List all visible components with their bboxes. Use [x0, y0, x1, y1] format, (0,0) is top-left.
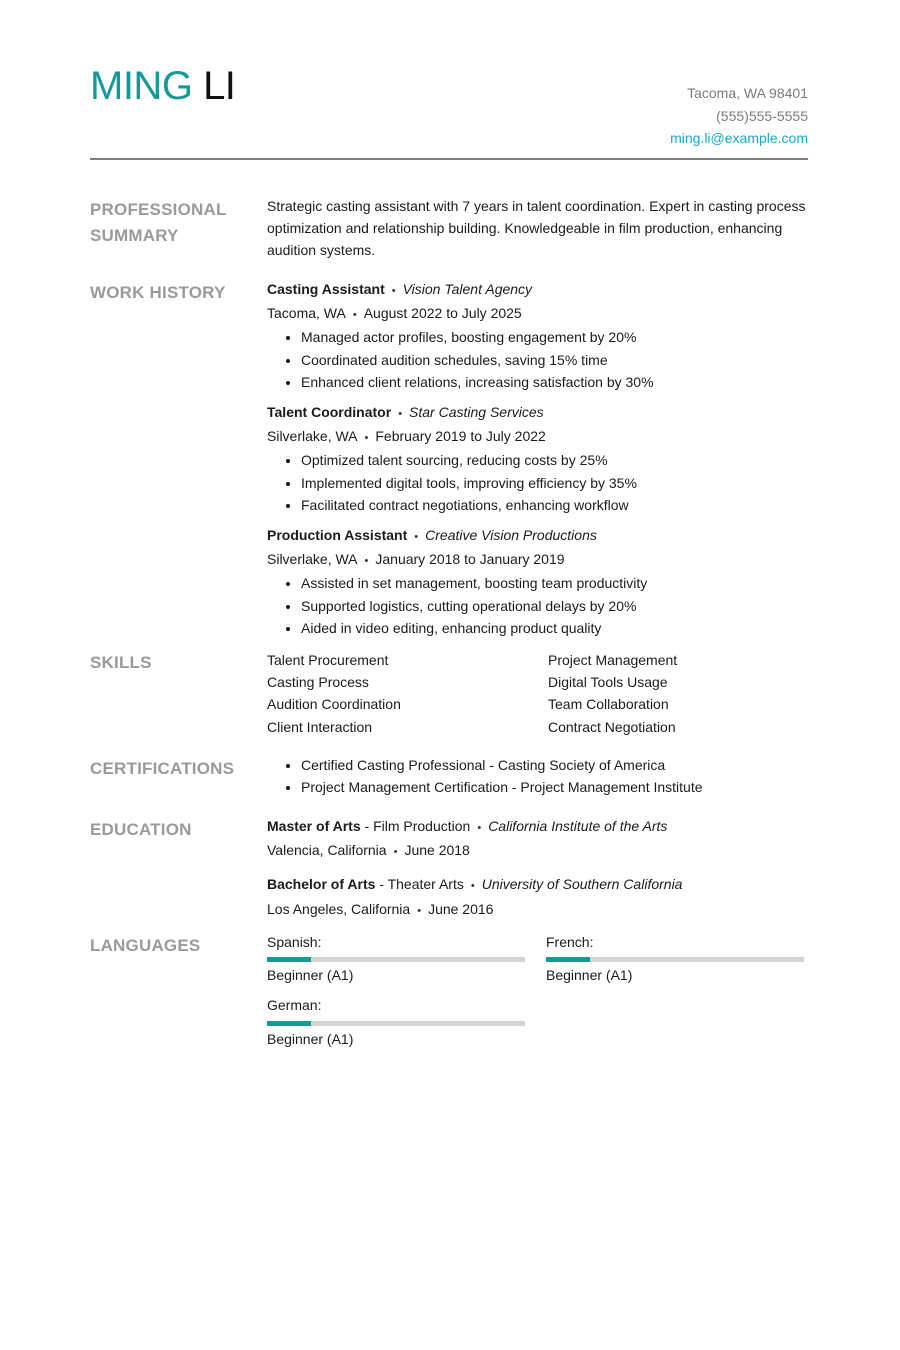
education-date: June 2018 — [404, 842, 470, 859]
skill-item: Casting Process — [267, 674, 369, 691]
phone: (555)555-5555 — [716, 107, 808, 124]
separator-dot: • — [364, 555, 369, 568]
separator-dot: • — [393, 846, 398, 859]
job-bullets — [267, 449, 812, 516]
language-level: Beginner (A1) — [267, 967, 354, 984]
education-header — [267, 815, 812, 839]
separator-dot: • — [477, 822, 482, 834]
language-level-fill — [546, 957, 590, 962]
skill-item: Contract Negotiation — [548, 718, 676, 735]
education-entry — [267, 815, 812, 863]
contact-block — [670, 82, 808, 150]
address: Tacoma, WA 98401 — [687, 85, 808, 101]
school: University of Southern California — [481, 876, 683, 893]
education-meta — [267, 839, 812, 863]
header-divider — [90, 158, 808, 160]
job-location: Tacoma, WA — [267, 305, 346, 322]
job-header — [267, 524, 812, 548]
language-item — [546, 931, 808, 986]
section-title-languages: LANGUAGES — [90, 936, 201, 955]
section-title-work-history: WORK HISTORY — [90, 283, 226, 302]
language-item — [267, 994, 546, 1049]
section-title-summary — [90, 197, 240, 249]
skills-grid — [267, 649, 812, 738]
degree: Bachelor of Arts — [267, 876, 376, 893]
job-bullet: • Optimized talent sourcing, reducing costs by 25% — [301, 449, 812, 471]
job-dates: January 2018 to January 2019 — [375, 551, 565, 568]
section-title-certifications: CERTIFICATIONS — [90, 759, 235, 778]
degree: Master of Arts — [267, 818, 361, 834]
job-bullets — [267, 572, 812, 639]
job-company: Star Casting Services — [409, 404, 544, 421]
email-link[interactable]: ming.li@example.com — [670, 130, 808, 146]
education-entry — [267, 873, 812, 921]
language-level-fill — [267, 1021, 311, 1026]
job-entry — [267, 401, 812, 516]
section-title-skills: SKILLS — [90, 653, 152, 672]
job-dates: February 2019 to July 2022 — [375, 428, 546, 445]
language-level: Beginner (A1) — [546, 967, 633, 984]
job-company: Vision Talent Agency — [402, 281, 533, 297]
language-name: Spanish: — [267, 934, 322, 950]
candidate-name — [90, 62, 235, 110]
section-title-line: PROFESSIONAL — [90, 200, 227, 219]
section-title-education: EDUCATION — [90, 820, 192, 839]
separator-dot: • — [391, 285, 396, 297]
summary-text: Strategic casting assistant with 7 years in talent coordination. Expert in casting process optimization and relationship building. Knowledgeable in film production, enhancing audition systems. — [267, 198, 806, 259]
job-dates: August 2022 to July 2025 — [363, 305, 522, 322]
job-bullet: • Enhanced client relations, increasing satisfaction by 30% — [301, 371, 812, 393]
job-bullet: • Aided in video editing, enhancing product quality — [301, 617, 812, 639]
certifications — [267, 754, 812, 798]
skill-item: Team Collaboration — [548, 696, 669, 713]
language-level-bar — [267, 957, 525, 962]
language-level-bar — [267, 1021, 525, 1026]
last-name: LI — [203, 64, 236, 108]
education — [267, 815, 812, 932]
job-entry — [267, 278, 812, 393]
job-entry — [267, 524, 812, 639]
first-name: MING — [90, 64, 193, 108]
separator-dot: • — [417, 904, 422, 917]
job-bullet: • Supported logistics, cutting operational delays by 20% — [301, 595, 812, 617]
languages-grid — [267, 931, 812, 1050]
separator-dot: • — [398, 408, 403, 421]
education-date: June 2016 — [428, 900, 494, 917]
education-meta — [267, 898, 812, 922]
cert-item: • Certified Casting Professional - Casting Society of America — [301, 754, 812, 776]
job-header — [267, 278, 812, 302]
skill-item: Project Management — [548, 652, 678, 668]
school: California Institute of the Arts — [488, 818, 668, 834]
job-meta — [267, 548, 812, 572]
language-name: German: — [267, 997, 322, 1014]
education-header — [267, 873, 812, 897]
language-level-fill — [267, 957, 311, 962]
job-bullet: • Facilitated contract negotiations, enhancing workflow — [301, 494, 812, 516]
field: - Theater Arts — [375, 876, 464, 893]
separator-dot: • — [414, 531, 419, 544]
cert-item: • Project Management Certification - Project Management Institute — [301, 776, 812, 798]
education-location: Los Angeles, California — [267, 900, 411, 917]
skill-item: Audition Coordination — [267, 696, 401, 713]
job-bullet: • Coordinated audition schedules, saving 15% time — [301, 349, 812, 371]
skill-item: Digital Tools Usage — [548, 674, 668, 691]
job-company: Creative Vision Productions — [425, 527, 597, 544]
separator-dot: • — [352, 309, 357, 322]
job-header — [267, 401, 812, 425]
language-level-bar — [546, 957, 804, 962]
separator-dot: • — [364, 432, 369, 445]
cert-list — [267, 754, 812, 798]
job-meta — [267, 425, 812, 449]
job-location: Silverlake, WA — [267, 428, 358, 445]
skill-item: Talent Procurement — [267, 652, 389, 668]
field: - Film Production — [360, 818, 471, 834]
job-bullet: • Managed actor profiles, boosting engagement by 20% — [301, 326, 812, 348]
skill-item: Client Interaction — [267, 718, 373, 735]
language-item — [267, 931, 546, 986]
work-history — [267, 278, 812, 647]
job-location: Silverlake, WA — [267, 551, 358, 568]
job-title: Casting Assistant — [267, 281, 385, 297]
language-name: French: — [546, 934, 594, 950]
job-meta — [267, 302, 812, 326]
job-bullet: • Implemented digital tools, improving efficiency by 35% — [301, 472, 812, 494]
job-bullets — [267, 326, 812, 393]
job-title: Talent Coordinator — [267, 404, 392, 421]
job-title: Production Assistant — [267, 527, 408, 544]
section-title-line: SUMMARY — [90, 226, 179, 245]
separator-dot: • — [470, 880, 475, 893]
language-level: Beginner (A1) — [267, 1030, 354, 1047]
job-bullet: • Assisted in set management, boosting team productivity — [301, 572, 812, 594]
education-location: Valencia, California — [267, 842, 387, 859]
